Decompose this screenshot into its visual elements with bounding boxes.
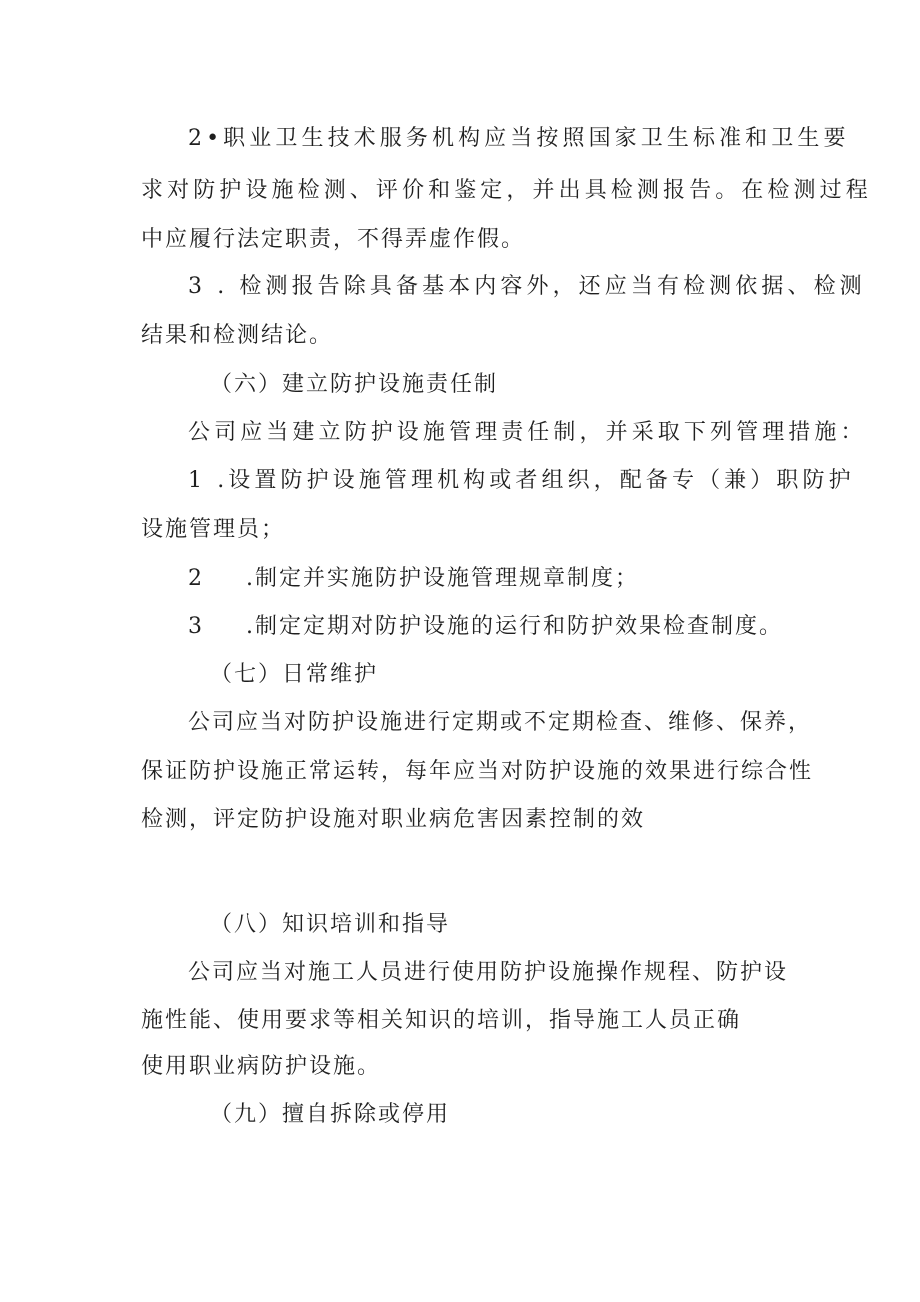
list-item-6-3-number: 3 (188, 614, 204, 639)
paragraph-2-line-2: 求对防护设施检测、评价和鉴定，并出具检测报告。在检测过程 (141, 178, 872, 203)
paragraph-8-line-1: 公司应当对施工人员进行使用防护设施操作规程、防护设 (188, 960, 789, 985)
paragraph-7-line-1: 公司应当对防护设施进行定期或不定期检查、维修、保养， (188, 710, 813, 735)
paragraph-7-line-3: 检测，评定防护设施对职业病危害因素控制的效 (141, 807, 646, 832)
paragraph-2-line-3: 中应履行法定职责，不得弄虚作假。 (141, 227, 526, 252)
section-heading-9: （九）擅自拆除或停用 (210, 1102, 451, 1127)
section-heading-7: （七）日常维护 (210, 662, 379, 687)
paragraph-6-intro: 公司应当建立防护设施管理责任制，并采取下列管理措施： (188, 420, 867, 445)
paragraph-3-line-2: 结果和检测结论。 (141, 323, 334, 348)
section-heading-8: （八）知识培训和指导 (210, 912, 451, 937)
list-item-6-1-line-2: 设施管理员； (141, 517, 286, 542)
list-item-6-2-text: .制定并实施防护设施管理规章制度； (246, 566, 639, 591)
list-item-6-1-line-1: 1 .设置防护设施管理机构或者组织，配备专（兼）职防护 (188, 468, 855, 493)
list-item-6-3-text: .制定定期对防护设施的运行和防护效果检查制度。 (246, 614, 783, 639)
paragraph-8-line-3: 使用职业病防护设施。 (141, 1054, 382, 1079)
list-item-6-2-number: 2 (188, 566, 204, 591)
paragraph-8-line-2: 施性能、使用要求等相关知识的培训，指导施工人员正确 (141, 1008, 742, 1033)
list-item-6-2 (188, 564, 639, 594)
section-heading-6: （六）建立防护设施责任制 (210, 372, 499, 397)
paragraph-3-line-1: 3 . 检测报告除具备基本内容外，还应当有检测依据、检测 (188, 274, 866, 299)
paragraph-2-line-1: 2•职业卫生技术服务机构应当按照国家卫生标准和卫生要 (188, 126, 850, 151)
paragraph-7-line-2: 保证防护设施正常运转，每年应当对防护设施的效果进行综合性 (141, 759, 814, 784)
list-item-6-3 (188, 612, 783, 642)
